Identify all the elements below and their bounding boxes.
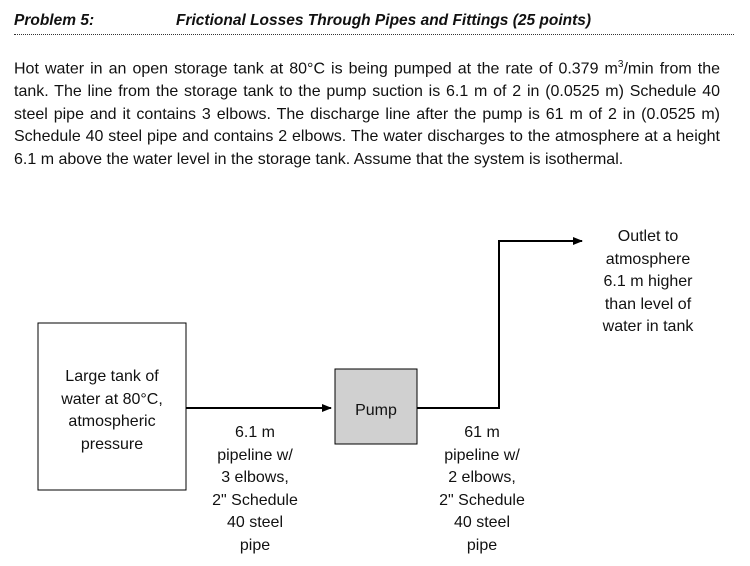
cubic-superscript: 3 xyxy=(617,59,624,70)
tank-label-line: atmospheric xyxy=(68,413,156,430)
suction-label-line: 3 elbows, xyxy=(221,469,289,486)
pump-label xyxy=(335,400,417,423)
discharge-label-line: pipeline w/ xyxy=(444,446,520,464)
outlet-label-line: than level of xyxy=(604,295,692,313)
discharge-label-line: 2" Schedule xyxy=(439,491,525,509)
discharge-label-line: 61 m xyxy=(464,424,500,441)
outlet-label-line: water in tank xyxy=(602,318,694,335)
tank-label-line: water at 80°C, xyxy=(61,390,163,408)
tank-label xyxy=(38,366,186,456)
suction-label-line: pipeline w/ xyxy=(217,446,293,464)
discharge-label-line: 40 steel xyxy=(453,514,511,531)
outlet-label-line: 6.1 m higher xyxy=(603,273,693,290)
suction-label-line: 2" Schedule xyxy=(212,491,298,509)
suction-pipe-label xyxy=(195,422,315,557)
problem-title: Frictional Losses Through Pipes and Fittings (25 points) xyxy=(176,12,592,29)
outlet-label-line: Outlet to xyxy=(617,228,679,245)
problem-number: Problem 5: xyxy=(14,12,95,29)
statement-text-part-2: /min from the tank. The line from the storage tank to the pump suction is 6.1 m of 2 in (0.0525 m) Schedule 40 steel pipe and it contains 3 elbows. The discharge line after the pump is 61 m of 2 in (0.0525 m) Schedule 40 steel pipe and contains 2 elbows. The water discharges to the atmosphere at a height 6.1 m above the water level in the storage tank. Assume that the system is isothermal. xyxy=(14,60,721,168)
tank-label-line: Large tank of xyxy=(65,368,159,385)
statement-text-part-1: Hot water in an open storage tank at 80°C is being pumped at the rate of 0.379 m xyxy=(14,60,618,78)
discharge-pipe-label xyxy=(422,422,542,557)
suction-label-line: pipe xyxy=(239,536,271,554)
outlet-label-line: atmosphere xyxy=(605,250,691,268)
outlet-label xyxy=(584,226,712,339)
discharge-label-line: pipe xyxy=(466,536,498,554)
suction-label-line: 6.1 m xyxy=(234,424,275,441)
pump-label-text: Pump xyxy=(355,402,397,419)
discharge-pipe-line xyxy=(417,241,582,408)
suction-label-line: 40 steel xyxy=(226,514,284,531)
tank-label-line: pressure xyxy=(80,435,144,453)
discharge-label-line: 2 elbows, xyxy=(448,469,516,486)
